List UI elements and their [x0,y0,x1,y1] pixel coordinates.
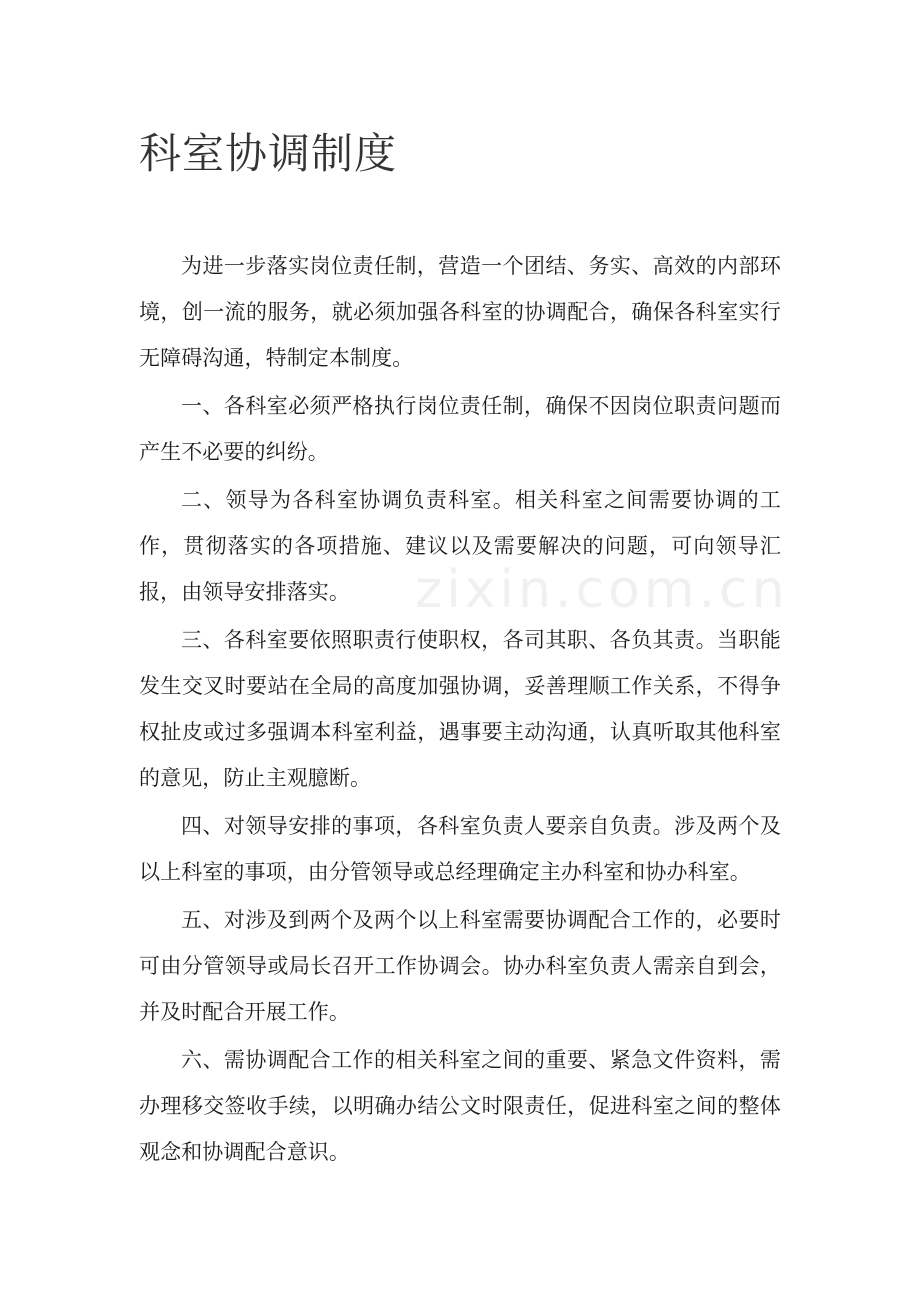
clause-5-paragraph: 五、对涉及到两个及两个以上科室需要协调配合工作的，必要时可由分管领导或局长召开工作协调会。协办科室负责人需亲自到会，并及时配合开展工作。 [139,908,781,1024]
clause-6-paragraph: 六、需协调配合工作的相关科室之间的重要、紧急文件资料，需办理移交签收手续，以明确办结公文时限责任，促进科室之间的整体观念和协调配合意识。 [139,1048,781,1164]
clause-1-paragraph: 一、各科室必须严格执行岗位责任制，确保不因岗位职责问题而产生不必要的纠纷。 [139,394,781,464]
watermark-text: zixin.com.cn [415,560,789,620]
clause-4-paragraph: 四、对领导安排的事项，各科室负责人要亲自负责。涉及两个及以上科室的事项，由分管领导或总经理确定主办科室和协办科室。 [139,814,781,884]
clause-3-paragraph: 三、各科室要依照职责行使职权，各司其职、各负其责。当职能发生交叉时要站在全局的高度加强协调，妥善理顺工作关系，不得争权扯皮或过多强调本科室利益，遇事要主动沟通，认真听取其他科室的意见，防止主观臆断。 [139,628,781,790]
clause-2-paragraph: 二、领导为各科室协调负责科室。相关科室之间需要协调的工作，贯彻落实的各项措施、建议以及需要解决的问题，可向领导汇报，由领导安排落实。 [139,488,781,604]
document-title: 科室协调制度 [139,129,398,178]
document-body [139,243,781,1177]
intro-paragraph: 为进一步落实岗位责任制，营造一个团结、务实、高效的内部环境，创一流的服务，就必须加强各科室的协调配合，确保各科室实行无障碍沟通，特制定本制度。 [139,254,781,370]
